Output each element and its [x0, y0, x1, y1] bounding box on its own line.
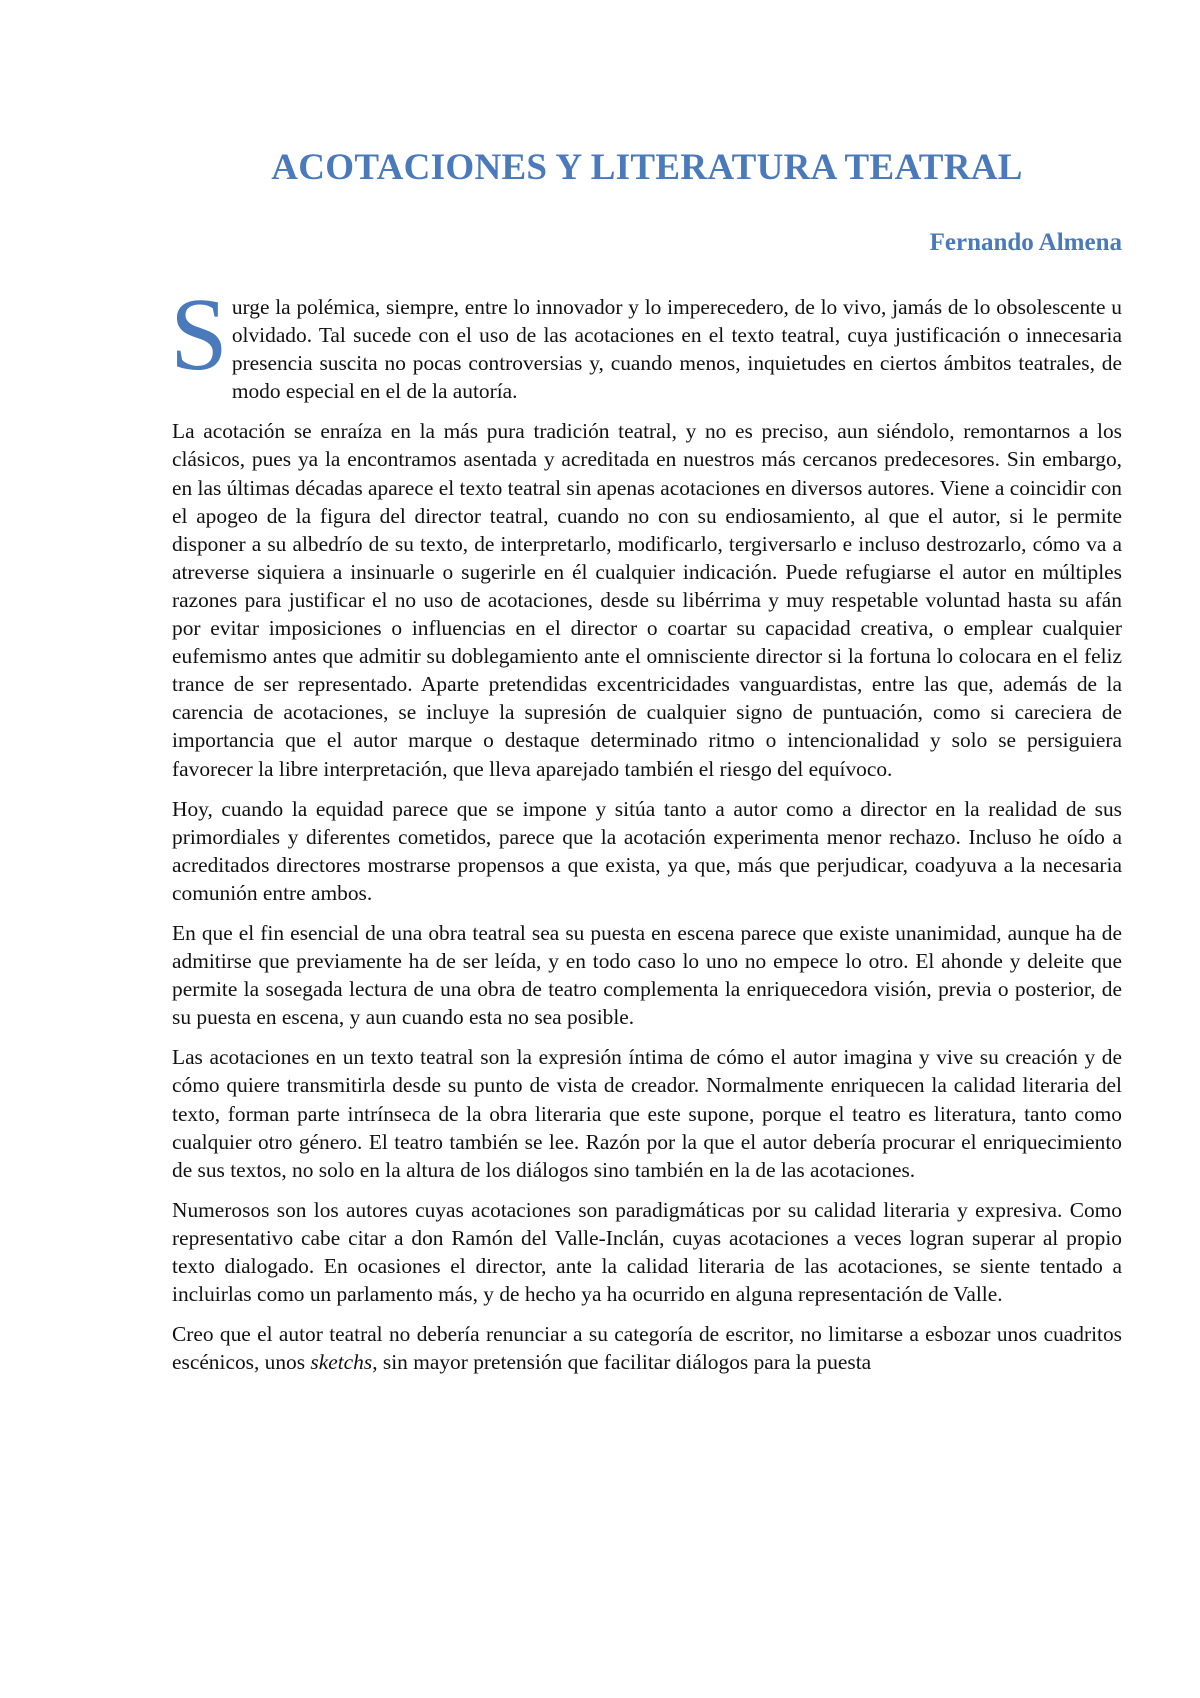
paragraph-6: Numerosos son los autores cuyas acotaciones son paradigmáticas por su calidad literaria y expresiva. Como representativo cabe citar a don Ramón del Valle-Inclán, cuyas acotaciones a veces logran superar al propio texto dialogado. En ocasiones el director, ante la calidad literaria de las acotaciones, se siente tentado a incluirlas como un parlamento más, y de hecho ya ha ocurrido en alguna representación de Valle.: [172, 1197, 1122, 1307]
paragraph-5: Las acotaciones en un texto teatral son la expresión íntima de cómo el autor imagina y vive su creación y de cómo quiere transmitirla desde su punto de vista de creador. Normalmente enriquecen la calidad literaria del texto, forman parte intrínseca de la obra literaria que este supone, porque el teatro es literatura, tanto como cualquier otro género. El teatro también se lee. Razón por la que el autor debería procurar el enriquecimiento de sus textos, no solo en la altura de los diálogos sino también en la de las acotaciones.: [172, 1045, 1122, 1182]
drop-cap: S: [170, 277, 228, 392]
paragraph-4: En que el fin esencial de una obra teatral sea su puesta en escena parece que existe unanimidad, aunque ha de admitirse que previamente ha de ser leída, y en todo caso lo uno no empece lo otro. El ahonde y deleite que permite la sosegada lectura de una obra de teatro complementa la enriquecedora visión, previa o posterior, de su puesta en escena, y aun cuando esta no sea posible.: [172, 920, 1122, 1030]
document-title: ACOTACIONES Y LITERATURA TEATRAL: [271, 147, 1023, 188]
paragraph-7-text-end: , sin mayor pretensión que facilitar diálogos para la puesta: [372, 1350, 872, 1375]
paragraph-1-text: urge la polémica, siempre, entre lo innovador y lo imperecedero, de lo vivo, jamás de lo obsolescente u olvidado. Tal sucede con el uso de las acotaciones en el texto teatral, cuya justificación o innecesaria presencia suscita no pocas controversias y, cuando menos, inquietudes en ciertos ámbitos teatrales, de modo especial en el de la autoría.: [231, 295, 1122, 404]
paragraph-2: La acotación se enraíza en la más pura tradición teatral, y no es preciso, aun siéndolo, remontarnos a los clásicos, pues ya la encontramos asentada y acreditada en nuestros más cercanos predecesores. Sin embargo, en las últimas décadas aparece el texto teatral sin apenas acotaciones en diversos autores. Viene a coincidir con el apogeo de la figura del director teatral, cuando no con su endiosamiento, al que el autor, si le permite disponer a su albedrío de su texto, de interpretarlo, modificarlo, tergiversarlo e incluso destrozarlo, cómo va a atreverse siquiera a insinuarle o sugerirle en él cualquier indicación. Puede refugiarse el autor en múltiples razones para justificar el no uso de acotaciones, desde su libérrima y muy respetable voluntad hasta su afán por evitar imposiciones o influencias en el director o coartar su capacidad creativa, o emplear cualquier eufemismo antes que admitir su doblegamiento ante el omnisciente director si la fortuna lo colocara en el feliz trance de ser representado. Aparte pretendidas excentricidades vanguardistas, entre las que, además de la carencia de acotaciones, se incluye la supresión de cualquier signo de puntuación, como si careciera de importancia que el autor marque o destaque determinado ritmo o intencionalidad y solo se persiguiera favorecer la libre interpretación, que lleva aparejado también el riesgo del equívoco.: [172, 419, 1122, 781]
paragraph-7-text-start: Creo que el autor teatral no debería renunciar a su categoría de escritor, no limitarse a esbozar unos cuadritos escénicos, unos: [172, 1322, 1122, 1375]
paragraph-7: [172, 1320, 1122, 1376]
author-name: Fernando Almena: [929, 229, 1122, 256]
italic-term: sketchs: [310, 1350, 373, 1375]
paragraph-3: Hoy, cuando la equidad parece que se impone y sitúa tanto a autor como a director en la realidad de sus primordiales y diferentes cometidos, parece que la acotación experimenta menor rechazo. Incluso he oído a acreditados directores mostrarse propensos a que exista, ya que, más que perjudicar, coadyuva a la necesaria comunión entre ambos.: [172, 796, 1122, 905]
document-body: [170, 277, 1122, 1388]
paragraph-1: [170, 277, 1122, 405]
